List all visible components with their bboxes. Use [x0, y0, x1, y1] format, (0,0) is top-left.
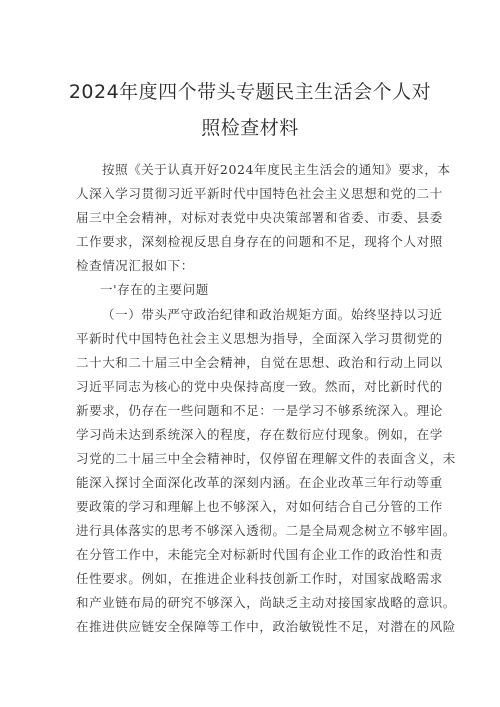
document-title-line-2: 照检查材料	[201, 117, 299, 139]
section-heading: 一'存在的主要问题	[100, 282, 209, 297]
paragraph-line: 能深入探讨全面深化改革的深刻内涵。在企业改革三年行动等重	[76, 475, 443, 490]
document-title-line-1: 2024年度四个带头专题民主生活会个人对	[68, 81, 432, 103]
paragraph-line: 二十大和二十届三中全会精神，自觉在思想、政治和行动上同以	[76, 355, 443, 370]
paragraph-line: 和产业链布局的研究不够深入，尚缺乏主动对接国家战略的意识。	[76, 595, 456, 610]
paragraph-line: 新要求，仍存在一些问题和不足：一是学习不够系统深入。理论	[76, 403, 443, 418]
paragraph-line: 在推进供应链安全保障等工作中，政治敏锐性不足，对潜在的风险	[76, 619, 456, 634]
paragraph-line: 人深入学习贯彻习近平新时代中国特色社会主义思想和党的二十	[76, 186, 443, 201]
paragraph-line: （一）带头严守政治纪律和政治规矩方面。始终坚持以习近	[102, 307, 443, 322]
paragraph-line: 检查情况汇报如下：	[76, 258, 194, 273]
paragraph-line: 要政策的学习和理解上也不够深入，对如何结合自己分管的工作	[76, 499, 443, 514]
paragraph-line: 届三中全会精神，对标对表党中央决策部署和省委、市委、县委	[76, 210, 443, 225]
paragraph-line: 进行具体落实的思考不够深入透彻。二是全局观念树立不够牢固。	[76, 523, 456, 538]
paragraph-line: 工作要求，深刻检视反思自身存在的问题和不足，现将个人对照	[76, 234, 443, 249]
paragraph-line: 在分管工作中，未能完全对标新时代国有企业工作的政治性和责	[76, 547, 443, 562]
paragraph-line: 习近平同志为核心的党中央保持高度一致。然而，对比新时代的	[76, 379, 443, 394]
paragraph-line: 习党的二十届三中全会精神时，仅停留在理解文件的表面含义，未	[76, 451, 456, 466]
paragraph-line: 学习尚未达到系统深入的程度，存在数衍应付现象。例如，在学	[76, 427, 443, 442]
paragraph-line: 任性要求。例如，在推进企业科技创新工作时，对国家战略需求	[76, 571, 443, 586]
paragraph-line: 平新时代中国特色社会主义思想为指导，全面深入学习贯彻党的	[76, 331, 443, 346]
paragraph-line: 按照《关于认真开好2024年度民主生活会的通知》要求，本	[102, 162, 451, 177]
